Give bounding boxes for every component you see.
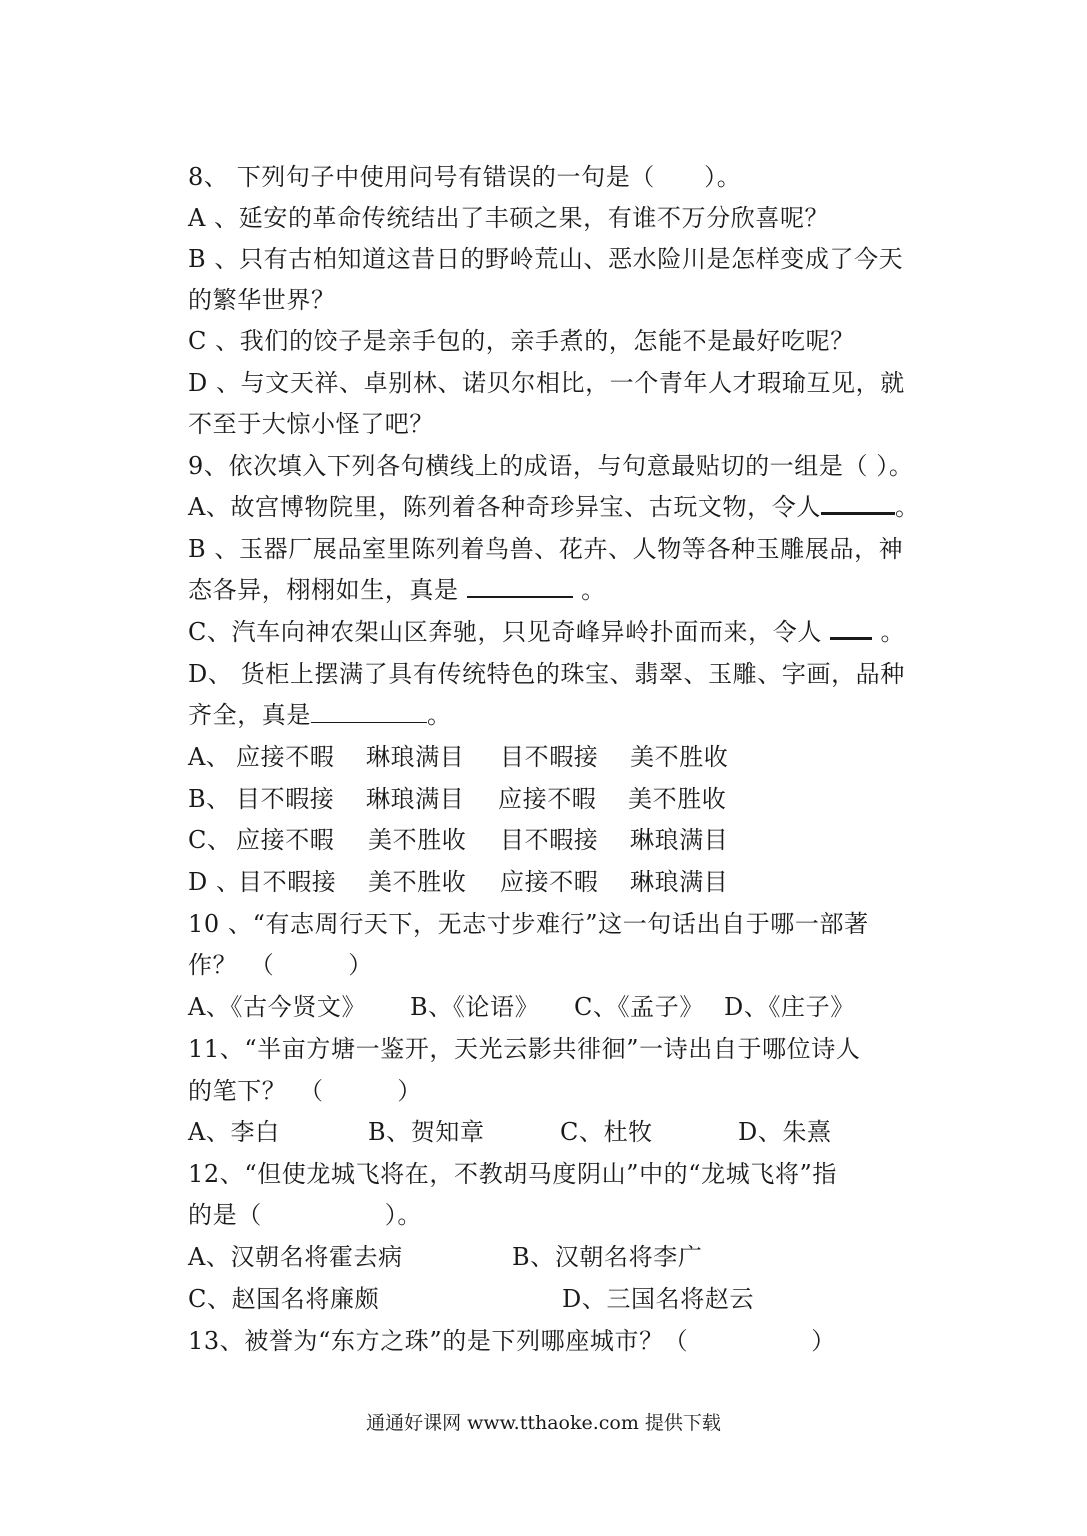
q10-options: [188, 992, 907, 1022]
option-label: C、: [188, 826, 232, 854]
q8-option-c: C 、我们的饺子是亲手包的，亲手煮的，怎能不是最好吃呢？: [188, 327, 855, 355]
q10-stem-line2: 作？ （ ）: [188, 951, 373, 979]
option-label: B、: [188, 785, 231, 813]
q9-sentence-d-line1: D、 货柜上摆满了具有传统特色的珠宝、翡翠、玉雕、字画，品种: [188, 660, 905, 688]
option-item: 琳琅满目: [366, 743, 465, 771]
option-item: B、《论语》: [410, 993, 540, 1021]
option-item: C、赵国名将廉颇: [188, 1285, 380, 1313]
option-item: 目不暇接: [500, 826, 599, 854]
q9-sentence-c: [188, 617, 907, 647]
q9-answer-a: [188, 742, 907, 772]
q9-answer-c: [188, 825, 907, 855]
option-item: 应接不暇: [498, 785, 597, 813]
option-item: 目不暇接: [236, 785, 335, 813]
q9-answer-d: [188, 867, 907, 897]
q9-sentence-d-end: 。: [427, 701, 452, 729]
option-item: A、李白: [188, 1118, 280, 1146]
q9-sentence-b-end: 。: [581, 576, 606, 604]
q9-sentence-a: [188, 492, 920, 522]
q9-sentence-d-text: 齐全，真是: [188, 701, 311, 729]
option-item: B、贺知章: [368, 1118, 485, 1146]
q9-answer-b: [188, 784, 907, 814]
q9-sentence-a-text: A、故宫博物院里，陈列着各种奇珍异宝、古玩文物，令人: [188, 493, 821, 521]
q8-option-b-line2: 的繁华世界？: [188, 286, 336, 314]
fill-in-blank: [830, 617, 872, 640]
q9-sentence-b-line2: [188, 575, 907, 605]
q9-sentence-b-text: 态各异，栩栩如生，真是: [188, 576, 459, 604]
option-label: A、: [188, 743, 231, 771]
q9-sentence-d-line2: [188, 700, 907, 730]
option-item: 美不胜收: [368, 868, 467, 896]
option-item: D、《庄子》: [724, 993, 855, 1021]
page-footer: 通通好课网 www.tthaoke.com 提供下载: [366, 1412, 721, 1434]
q11-options: [188, 1117, 907, 1147]
option-item: D、三国名将赵云: [562, 1285, 755, 1313]
q10-stem-line1: 10 、“有志周行天下，无志寸步难行”这一句话出自于哪一部著: [188, 910, 869, 938]
q9-sentence-c-text: C、汽车向神农架山区奔驰，只见奇峰异岭扑面而来，令人: [188, 618, 822, 646]
q8-option-b-line1: B 、只有古柏知道这昔日的野岭荒山、恶水险川是怎样变成了今天: [188, 245, 904, 273]
q8-option-d-line2: 不至于大惊小怪了吧？: [188, 410, 434, 438]
option-item: 应接不暇: [236, 826, 335, 854]
option-item: 应接不暇: [236, 743, 335, 771]
option-item: 应接不暇: [500, 868, 599, 896]
q12-options-row1: [188, 1242, 907, 1272]
q9-sentence-b-line1: B 、玉器厂展品室里陈列着鸟兽、花卉、人物等各种玉雕展品，神: [188, 535, 904, 563]
option-item: 美不胜收: [630, 743, 729, 771]
option-item: 琳琅满目: [630, 826, 729, 854]
q11-stem-line1: 11、“半亩方塘一鉴开，天光云影共徘徊”一诗出自于哪位诗人: [188, 1035, 861, 1063]
option-item: 美不胜收: [628, 785, 727, 813]
q12-stem-line1: 12、“但使龙城飞将在，不教胡马度阴山”中的“龙城飞将”指: [188, 1160, 838, 1188]
option-item: 目不暇接: [238, 868, 337, 896]
option-item: C、《孟子》: [574, 993, 704, 1021]
option-item: 目不暇接: [500, 743, 599, 771]
fill-in-blank: [467, 576, 573, 598]
option-label: D 、: [188, 868, 241, 896]
fill-in-blank: [821, 492, 895, 515]
q8-option-d-line1: D 、与文天祥、卓别林、诺贝尔相比，一个青年人才瑕瑜互见，就: [188, 369, 905, 397]
option-item: 琳琅满目: [366, 785, 465, 813]
fill-in-blank: [311, 702, 427, 723]
option-item: 美不胜收: [368, 826, 467, 854]
option-item: 琳琅满目: [630, 868, 729, 896]
q13-stem: 13、被誉为“东方之珠”的是下列哪座城市？（ ）: [188, 1327, 836, 1355]
q9-sentence-a-end: 。: [894, 493, 920, 521]
option-item: D、朱熹: [738, 1118, 832, 1146]
option-item: A、《古今贤文》: [188, 993, 367, 1021]
q9-sentence-c-end: 。: [880, 618, 906, 646]
option-item: C、杜牧: [560, 1118, 653, 1146]
option-item: B、汉朝名将李广: [512, 1243, 703, 1271]
q12-options-row2: [188, 1284, 907, 1314]
q12-stem-line2: 的是（ ）。: [188, 1201, 422, 1229]
q11-stem-line2: 的笔下？ （ ）: [188, 1077, 422, 1105]
option-item: A、汉朝名将霍去病: [188, 1243, 403, 1271]
q9-stem: 9、依次填入下列各句横线上的成语，与句意最贴切的一组是（ ）。: [188, 452, 914, 480]
q8-option-a: A 、延安的革命传统结出了丰硕之果，有谁不万分欣喜呢？: [188, 204, 830, 232]
q8-stem: 8、 下列句子中使用问号有错误的一句是（ ）。: [188, 163, 742, 191]
